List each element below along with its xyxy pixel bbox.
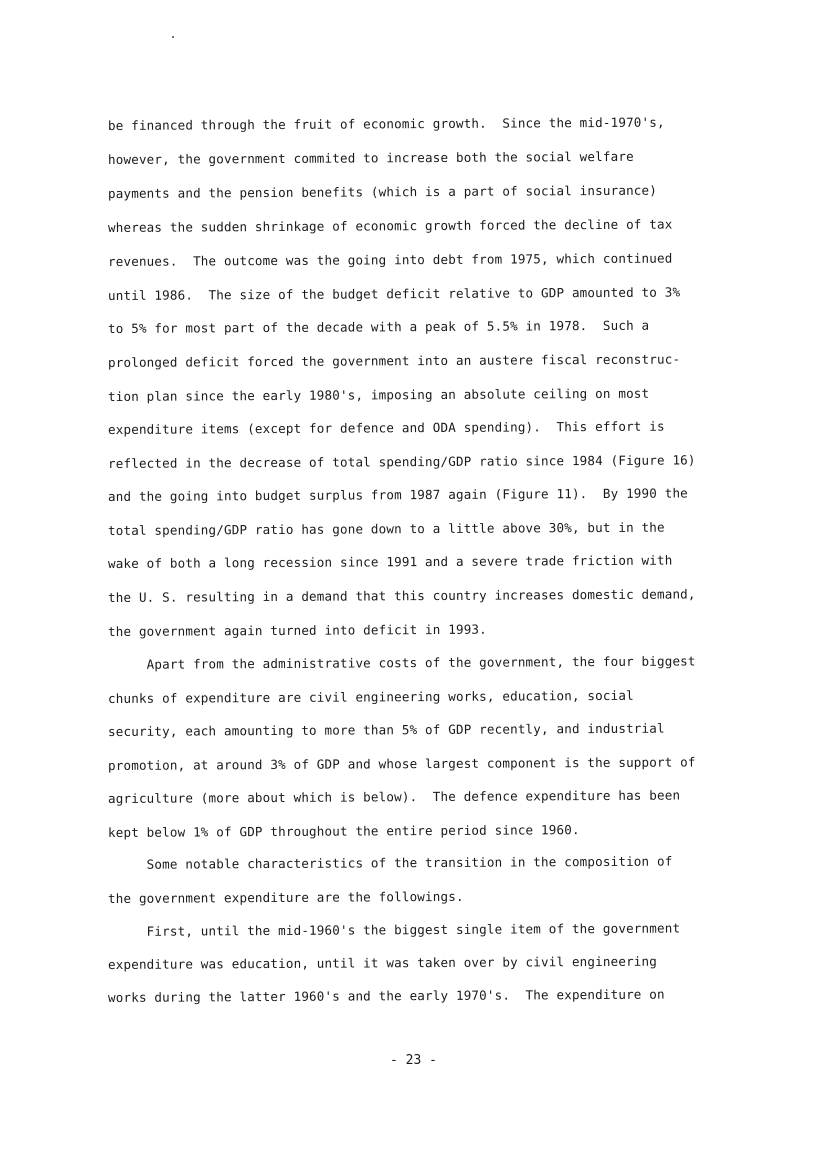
body-line-21: agriculture (more about which is below). The defence expenditure has been (107, 787, 681, 806)
body-line-23: Some notable characteristics of the transition in the composition of (107, 853, 673, 872)
body-line-9: tion plan since the early 1980's, imposing an absolute ceiling on most (107, 385, 650, 404)
body-line-16: the government again turned into deficit in 1993. (107, 621, 487, 639)
body-line-10: expenditure items (except for defence and ODA spending). This effort is (107, 418, 665, 437)
body-line-19: security, each amounting to more than 5% of GDP recently, and industrial (107, 720, 665, 739)
body-line-8: prolonged deficit forced the government into an austere fiscal reconstruc- (107, 351, 681, 370)
body-line-3: payments and the pension benefits (which is a part of social insurance) (107, 182, 658, 201)
body-line-1: be financed through the fruit of economic growth. Since the mid-1970's, (107, 114, 665, 133)
body-line-17: Apart from the administrative costs of the government, the four biggest (107, 653, 696, 672)
body-line-15: the U. S. resulting in a demand that this country increases domestic demand, (107, 586, 696, 605)
body-line-26: expenditure was education, until it was taken over by civil engineering (107, 953, 658, 972)
body-line-2: however, the government commited to increase both the social welfare (107, 148, 634, 167)
body-line-25: First, until the mid-1960's the biggest single item of the government (107, 920, 681, 939)
body-line-13: total spending/GDP ratio has gone down to a little above 30%, but in the (107, 519, 665, 538)
body-line-24: the government expenditure are the followings. (107, 888, 464, 906)
body-line-12: and the going into budget surplus from 1987 again (Figure 11). By 1990 the (107, 485, 688, 504)
body-line-18: chunks of expenditure are civil engineering works, education, social (107, 687, 634, 706)
body-line-5: revenues. The outcome was the going into debt from 1975, which continued (107, 250, 673, 269)
body-line-22: kept below 1% of GDP throughout the entire period since 1960. (107, 822, 580, 840)
body-line-6: until 1986. The size of the budget deficit relative to GDP amounted to 3% (107, 284, 681, 303)
body-line-11: reflected in the decrease of total spending/GDP ratio since 1984 (Figure 16) (107, 452, 696, 471)
scan-speck (172, 36, 174, 38)
body-line-20: promotion, at around 3% of GDP and whose largest component is the support of (107, 754, 696, 773)
body-line-14: wake of both a long recession since 1991 and a severe trade friction with (107, 552, 673, 571)
page-number: - 23 - (390, 1053, 437, 1068)
body-line-7: to 5% for most part of the decade with a peak of 5.5% in 1978. Such a (107, 317, 650, 336)
body-line-4: whereas the sudden shrinkage of economic growth forced the decline of tax (107, 216, 673, 235)
body-line-27: works during the latter 1960's and the early 1970's. The expenditure on (107, 986, 665, 1005)
